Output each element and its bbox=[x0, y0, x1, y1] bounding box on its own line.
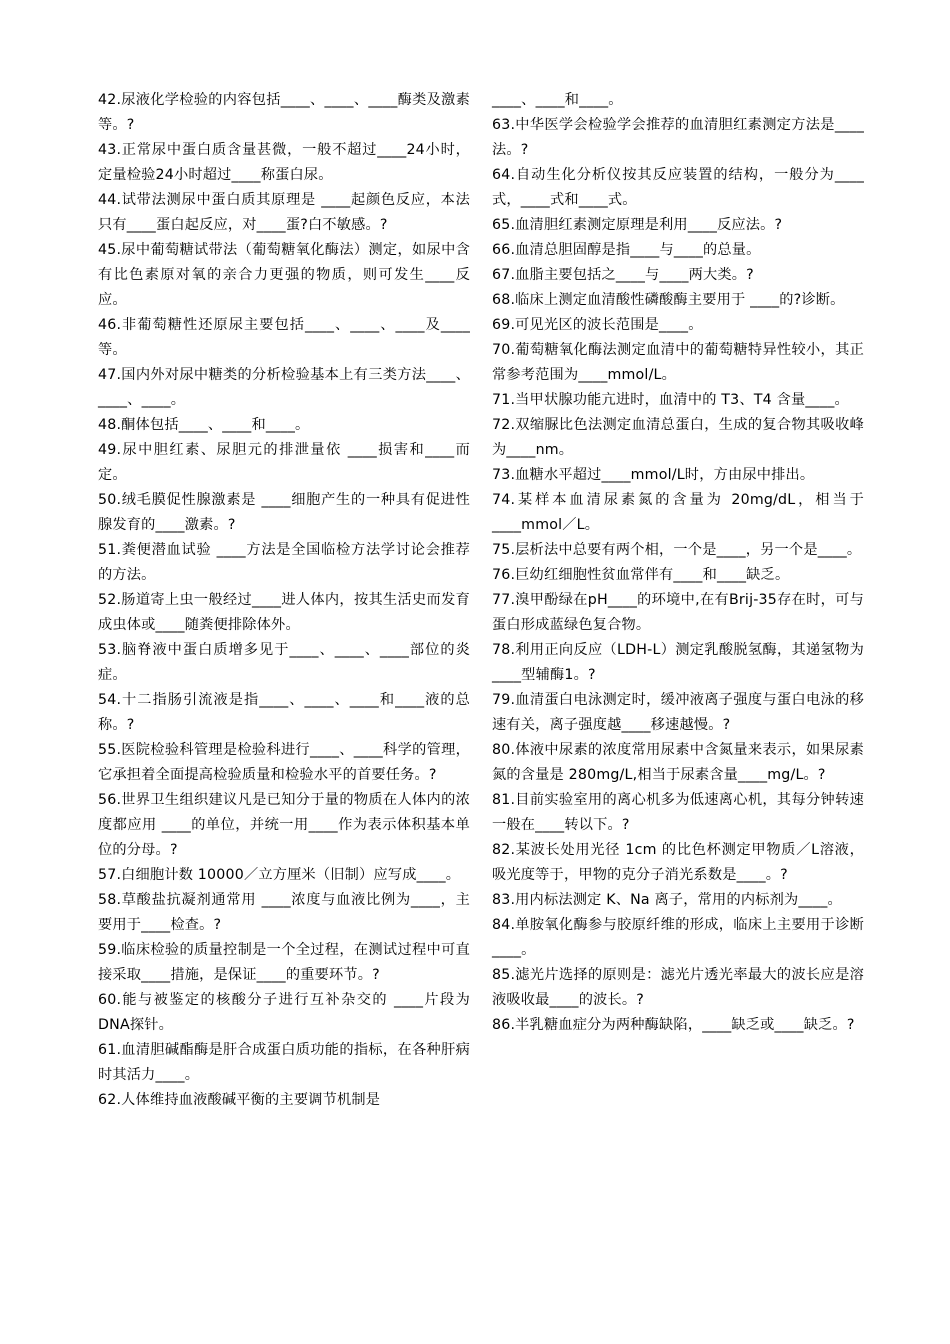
question-47: 47.国内外对尿中糖类的分析检验基本上有三类方法____、____、____。 bbox=[98, 367, 470, 408]
question-56: 56.世界卫生组织建议凡是已知分于量的物质在人体内的浓度都应用 ____的单位，并统一用____作为表示体积基本单位的分母。? bbox=[98, 792, 470, 858]
question-46: 46.非葡萄糖性还原尿主要包括____、____、____及____等。 bbox=[98, 317, 470, 358]
question-71: 71.当甲状腺功能亢进时，血清中的 T3、T4 含量____。 bbox=[492, 392, 849, 408]
question-59: 59.临床检验的质量控制是一个全过程，在测试过程中可直接采取____措施，是保证____的重要环节。? bbox=[98, 942, 470, 983]
question-54: 54.十二指肠引流液是指____、____、____和____液的总称。? bbox=[98, 692, 470, 733]
question-70: 70.葡萄糖氧化酶法测定血清中的葡萄糖特异性较小，其正常参考范围为____mmol/L。 bbox=[492, 342, 864, 383]
question-61: 61.血清胆碱酯酶是肝合成蛋白质功能的指标，在各种肝病时其活力____。 bbox=[98, 1042, 470, 1083]
question-67: 67.血脂主要包括之____与____两大类。? bbox=[492, 267, 754, 283]
question-48: 48.酮体包括____、____和____。 bbox=[98, 417, 310, 433]
question-86: 86.半乳糖血症分为两种酶缺陷，____缺乏或____缺乏。? bbox=[492, 1017, 855, 1033]
question-84: 84.单胺氧化酶参与胶原纤维的形成，临床上主要用于诊断____。 bbox=[492, 917, 864, 958]
question-50: 50.绒毛膜促性腺激素是 ____细胞产生的一种具有促进性腺发育的____激素。? bbox=[98, 492, 470, 533]
question-77: 77.溴甲酚绿在pH____的环境中,在有Brij-35存在时，可与蛋白形成蓝绿色复合物。 bbox=[492, 592, 864, 633]
question-53: 53.脑脊液中蛋白质增多见于____、____、____部位的炎症。 bbox=[98, 642, 470, 683]
question-44: 44.试带法测尿中蛋白质其原理是 ____起颜色反应，本法只有____蛋白起反应，对____蛋?白不敏感。? bbox=[98, 192, 470, 233]
left-column bbox=[98, 88, 470, 1113]
question-60: 60.能与被鉴定的核酸分子进行互补杂交的 ____片段为DNA探针。 bbox=[98, 992, 470, 1033]
right-column bbox=[492, 88, 864, 1038]
question-52: 52.肠道寄上虫一般经过____进人体内，按其生活史而发育成虫体或____随粪便排除体外。 bbox=[98, 592, 470, 633]
question-63: 63.中华医学会检验学会推荐的血清胆红素测定方法是____法。? bbox=[492, 117, 864, 158]
question-45: 45.尿中葡萄糖试带法（葡萄糖氧化酶法）测定，如尿中含有比色素原对氧的亲合力更强的物质，则可发生____反应。 bbox=[98, 242, 470, 308]
question-49: 49.尿中胆红素、尿胆元的排泄量依 ____损害和____而定。 bbox=[98, 442, 470, 483]
question-82: 82.某波长处用光径 1cm 的比色杯测定甲物质／L溶液，吸光度等于，甲物的克分子消光系数是____。? bbox=[492, 842, 864, 883]
question-80: 80.体液中尿素的浓度常用尿素中含氮量来表示，如果尿素氮的含量是 280mg/L,相当于尿素含量____mg/L。? bbox=[492, 742, 864, 783]
question-65: 65.血清胆红素测定原理是利用____反应法。? bbox=[492, 217, 783, 233]
question-74: 74.某样本血清尿素氮的含量为 20mg/dL，相当于____mmol／L。 bbox=[492, 492, 864, 533]
question-51: 51.粪便潜血试验 ____方法是全国临检方法学讨论会推荐的方法。 bbox=[98, 542, 470, 583]
question-75: 75.层析法中总要有两个相，一个是____，另一个是____。 bbox=[492, 542, 862, 558]
question-42: 42.尿液化学检验的内容包括____、____、____酶类及激素等。? bbox=[98, 92, 470, 133]
question-85: 85.滤光片选择的原则是：滤光片透光率最大的波长应是溶液吸收最____的波长。? bbox=[492, 967, 864, 1008]
question-62-cont: ____、____和____。 bbox=[492, 92, 623, 108]
question-62: 62.人体维持血液酸碱平衡的主要调节机制是 bbox=[98, 1092, 381, 1108]
question-43: 43.正常尿中蛋白质含量甚微，一般不超过____24小时，定量检验24小时超过____称蛋白尿。 bbox=[98, 142, 470, 183]
question-57: 57.白细胞计数 10000／立方厘米（旧制）应写成____。 bbox=[98, 867, 461, 883]
question-72: 72.双缩脲比色法测定血清总蛋白，生成的复合物其吸收峰为____nm。 bbox=[492, 417, 864, 458]
question-68: 68.临床上测定血清酸性磷酸酶主要用于 ____的?诊断。 bbox=[492, 292, 845, 308]
question-79: 79.血清蛋白电泳测定时，缓冲液离子强度与蛋白电泳的移速有关，离子强度越____移速越慢。? bbox=[492, 692, 864, 733]
question-83: 83.用内标法测定 K、Na 离子，常用的内标剂为____。 bbox=[492, 892, 842, 908]
question-64: 64.自动生化分析仪按其反应装置的结构，一般分为____式，____式和____式。 bbox=[492, 167, 864, 208]
question-55: 55.医院检验科管理是检验科进行____、____科学的管理，它承担着全面提高检验质量和检验水平的首要任务。? bbox=[98, 742, 470, 783]
question-73: 73.血糖水平超过____mmol/L时，方由尿中排出。 bbox=[492, 467, 815, 483]
question-81: 81.目前实验室用的离心机多为低速离心机，其每分钟转速一般在____转以下。? bbox=[492, 792, 864, 833]
question-58: 58.草酸盐抗凝剂通常用 ____浓度与血液比例为____，主要用于____检查。? bbox=[98, 892, 470, 933]
question-69: 69.可见光区的波长范围是____。 bbox=[492, 317, 703, 333]
question-76: 76.巨幼红细胞性贫血常伴有____和____缺乏。 bbox=[492, 567, 790, 583]
question-66: 66.血清总胆固醇是指____与____的总量。 bbox=[492, 242, 761, 258]
question-78: 78.利用正向反应（LDH-L）测定乳酸脱氢酶，其递氢物为____型辅酶1。? bbox=[492, 642, 864, 683]
